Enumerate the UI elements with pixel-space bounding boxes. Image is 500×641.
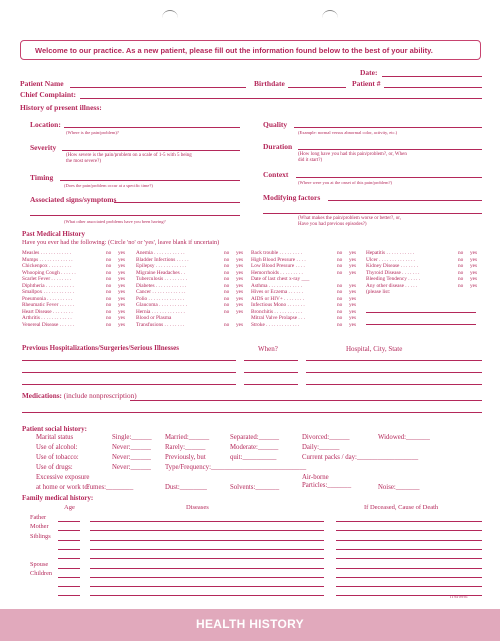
medications-field-2[interactable] [22, 412, 482, 413]
chief-complaint-field[interactable] [80, 98, 482, 99]
no-option[interactable]: no [106, 256, 112, 263]
drugs-never-field[interactable]: ______ [130, 464, 151, 471]
family-history-field[interactable] [336, 530, 482, 531]
pmh-col4-row [366, 289, 480, 296]
welcome-banner: Welcome to our practice. As a new patient, please fill out the information found below to the best of your ability. [20, 40, 481, 60]
birthdate-field[interactable] [288, 87, 346, 88]
quality-label: Quality [263, 120, 288, 129]
no-option[interactable]: no [106, 289, 112, 296]
widowed-label: Widowed: [378, 434, 407, 441]
pmh-col1-condition: Chickenpox . . . . . . . . . [22, 263, 72, 270]
pmh-col2-condition: Glaucoma . . . . . . . . . . . [136, 302, 187, 309]
no-option[interactable]: no [224, 276, 230, 283]
pmh-col1-condition: Venereal Disease . . . . . . [22, 322, 75, 329]
pmh-col3-condition: Asthma . . . . . . . . . . . . . [251, 282, 302, 289]
no-option[interactable]: no [337, 263, 343, 270]
patient-number-label: Patient # [352, 79, 381, 88]
divorced-field[interactable]: ______ [329, 434, 350, 441]
no-option[interactable]: no [337, 256, 343, 263]
timing-label: Timing [30, 173, 54, 182]
yes-option[interactable]: yes [118, 315, 126, 322]
associated-symptoms-field-2[interactable] [30, 215, 240, 216]
pmh-col4-condition: Any other disease . . . . . [366, 282, 418, 289]
yes-option[interactable]: yes [349, 250, 357, 256]
yes-option[interactable]: yes [349, 295, 357, 302]
pmh-col1-condition: Smallpox . . . . . . . . . . . . [22, 289, 75, 296]
pmh-col3-condition: Infectious Mono . . . . . . . [251, 302, 305, 309]
single-field[interactable]: ______ [131, 434, 152, 441]
single-label: Single: [112, 434, 132, 441]
pmh-column-4 [366, 250, 480, 296]
dust-field[interactable]: ________ [179, 484, 207, 491]
yes-option[interactable]: yes [118, 250, 126, 256]
location-label: Location: [30, 120, 61, 129]
yes-option[interactable]: yes [236, 276, 244, 283]
rarely-label: Rarely: [165, 444, 186, 451]
no-option[interactable]: no [337, 308, 343, 315]
pmh-col1-condition: Rheumatic Fever . . . . . . [22, 302, 75, 309]
no-option[interactable]: no [224, 250, 230, 256]
pmh-col4-condition: Kidney Disease . . . . . . . [366, 263, 418, 270]
hospitalization-field[interactable] [306, 384, 482, 385]
family-history-field[interactable] [58, 521, 80, 522]
social-row-label: Use of alcohol: [36, 444, 78, 451]
quality-field[interactable] [294, 127, 482, 128]
yes-option[interactable]: yes [118, 276, 126, 283]
family-diseases-header: Diseases [186, 504, 209, 511]
patient-name-label: Patient Name [20, 79, 64, 88]
family-history-field[interactable] [58, 568, 80, 569]
yes-option[interactable]: yes [118, 282, 126, 289]
family-history-field[interactable] [90, 568, 324, 569]
timing-hint: (Does the pain/problem occur at a specific time?) [64, 183, 153, 188]
yes-option[interactable]: yes [118, 302, 126, 309]
yes-option[interactable]: yes [349, 256, 357, 263]
context-field[interactable] [296, 177, 482, 178]
no-option[interactable]: no [458, 256, 464, 263]
family-history-field[interactable] [58, 530, 80, 531]
pmh-col2-condition: Polio . . . . . . . . . . . . . . [136, 295, 185, 302]
patient-number-field[interactable] [384, 87, 482, 88]
dust-label: Dust: [165, 484, 180, 491]
family-history-field[interactable] [336, 558, 482, 559]
associated-symptoms-field[interactable] [114, 202, 240, 203]
solvents-label: Solvents: [230, 484, 256, 491]
family-history-field[interactable] [58, 586, 80, 587]
yes-option[interactable]: yes [236, 302, 244, 309]
no-option[interactable]: no [106, 315, 112, 322]
rarely-field[interactable]: ______ [185, 444, 206, 451]
pmh-col1-condition: Scarlet Fever . . . . . . . . [22, 276, 72, 283]
family-history-field[interactable] [90, 595, 324, 596]
hospitalization-field[interactable] [244, 384, 298, 385]
pmh-col4-condition: Thyroid Disease . . . . . . . [366, 269, 420, 276]
severity-field[interactable] [62, 150, 240, 151]
pmh-col1-condition: Mumps . . . . . . . . . . . . . [22, 256, 73, 263]
yes-option[interactable]: yes [470, 269, 478, 276]
pmh-col3-condition: Hemorrhoids . . . . . . . . . [251, 269, 303, 276]
pmh-col3-condition: Back trouble . . . . . . . . . [251, 250, 303, 256]
pmh-col1-row [22, 322, 128, 329]
social-row-label: at home or work to: [36, 484, 90, 491]
no-option[interactable]: no [224, 302, 230, 309]
no-option[interactable]: no [337, 289, 343, 296]
hospitalization-field[interactable] [306, 360, 482, 361]
family-history-field[interactable] [90, 540, 324, 541]
family-history-field[interactable] [58, 558, 80, 559]
present-illness-title: History of present illness: [20, 103, 102, 112]
current-packs-field[interactable]: __________________ [356, 454, 419, 461]
pmh-column-3 [251, 250, 359, 329]
separated-field[interactable]: ______ [258, 434, 280, 441]
location-field[interactable] [64, 127, 240, 128]
no-option[interactable]: no [224, 256, 230, 263]
fumes-field[interactable]: ________ [106, 484, 134, 491]
yes-option[interactable]: yes [349, 308, 357, 315]
family-history-field[interactable] [90, 586, 324, 587]
yes-option[interactable]: yes [236, 269, 244, 276]
family-history-field[interactable] [336, 577, 482, 578]
family-history-field[interactable] [58, 549, 80, 550]
yes-option[interactable]: yes [349, 269, 357, 276]
no-option[interactable]: no [337, 302, 343, 309]
divorced-label: Divorced: [302, 434, 330, 441]
modifying-factors-field[interactable] [328, 200, 482, 201]
noise-field[interactable]: _______ [395, 484, 420, 491]
tobacco-never-field[interactable]: ______ [130, 454, 151, 461]
social-title: Patient social history: [22, 425, 87, 433]
duration-field[interactable] [298, 149, 482, 150]
yes-option[interactable]: yes [236, 295, 244, 302]
hospitalization-field[interactable] [22, 372, 236, 373]
yes-option[interactable]: yes [236, 308, 244, 315]
pmh-col2-condition: Anemia . . . . . . . . . . . . [136, 250, 185, 256]
current-packs-label: Current packs / day: [302, 454, 357, 461]
pmh-col3-condition: Date of last chest x-ray ___ [251, 276, 310, 283]
yes-option[interactable]: yes [236, 263, 244, 270]
family-history-field[interactable] [58, 577, 80, 578]
pmh-col2-condition: Migraine Headaches . . [136, 269, 185, 276]
yes-option[interactable]: yes [118, 322, 126, 329]
yes-option[interactable]: yes [236, 256, 244, 263]
no-option[interactable]: no [337, 269, 343, 276]
hospitalizations-where: Hospital, City, State [346, 345, 403, 353]
family-history-field[interactable] [336, 568, 482, 569]
family-member-label: Children [30, 569, 53, 577]
pmh-subtitle: Have you ever had the following: (Circle 'no' or 'yes', leave blank if uncertain) [22, 239, 220, 246]
social-row-labels [36, 433, 90, 493]
no-option[interactable]: no [458, 276, 464, 283]
yes-option[interactable]: yes [349, 302, 357, 309]
pmh-col3-condition: Stroke . . . . . . . . . . . . . [251, 322, 300, 329]
pmh-col2-condition: Bladder Infections . . . . . [136, 256, 189, 263]
pmh-col3-row [251, 322, 359, 329]
no-option[interactable]: no [224, 308, 230, 315]
no-option[interactable]: no [458, 263, 464, 270]
pmh-col3-condition: High Blood Pressure . . . . [251, 256, 306, 263]
punch-hole-left [162, 10, 178, 18]
particles-label: Particles: [302, 482, 328, 489]
yes-option[interactable]: yes [236, 250, 244, 256]
pmh-column-2 [136, 250, 246, 329]
family-member-label: Mother [30, 523, 49, 531]
widowed-field[interactable]: _______ [406, 434, 430, 441]
no-option[interactable]: no [337, 322, 343, 329]
pmh-col1-condition: Pneumonia . . . . . . . . . . [22, 295, 73, 302]
pmh-col2-condition: Epilepsy . . . . . . . . . . . . [136, 263, 187, 270]
no-option [458, 289, 470, 296]
timing-field[interactable] [60, 180, 240, 181]
family-history-field[interactable] [90, 530, 324, 531]
hospitalization-field[interactable] [306, 372, 482, 373]
social-row-label: Excessive exposure [36, 474, 90, 481]
yes-option[interactable]: yes [118, 289, 126, 296]
pmh-col2-row [136, 322, 246, 329]
social-row-label: Use of tobacco: [36, 454, 79, 461]
no-option[interactable]: no [458, 269, 464, 276]
separated-label: Separated: [230, 434, 259, 441]
daily-field[interactable]: ______ [319, 444, 340, 451]
tobacco-never-label: Never: [112, 454, 131, 461]
yes-option[interactable]: yes [349, 289, 357, 296]
punch-hole-right [322, 10, 338, 18]
pmh-column-1 [22, 250, 128, 329]
patient-name-field[interactable] [70, 87, 246, 88]
other-disease-field-2[interactable] [366, 324, 476, 325]
medications-label: Medications: (include nonprescription) [22, 392, 137, 400]
hospitalization-field[interactable] [244, 360, 298, 361]
married-field[interactable]: ______ [188, 434, 210, 441]
yes-option[interactable]: yes [118, 263, 126, 270]
yes-option[interactable]: yes [349, 282, 357, 289]
yes-option[interactable]: yes [118, 269, 126, 276]
other-disease-field[interactable] [366, 312, 476, 313]
pmh-col2-condition: Transfusions . . . . . . . . [136, 322, 185, 329]
pmh-title: Past Medical History [22, 230, 85, 238]
yes-option[interactable]: yes [236, 289, 244, 296]
no-option[interactable]: no [224, 289, 230, 296]
family-history-field[interactable] [336, 586, 482, 587]
modifying-factors-field-2[interactable] [263, 213, 482, 214]
married-label: Married: [165, 434, 189, 441]
family-history-field[interactable] [336, 540, 482, 541]
moderate-field[interactable]: ______ [257, 444, 279, 451]
date-label: Date: [360, 68, 378, 77]
form-code: IT94 09/01 [450, 594, 468, 599]
family-history-field[interactable] [336, 521, 482, 522]
family-member-label: Siblings [30, 532, 51, 540]
family-member-label: Father [30, 514, 47, 521]
pmh-col4-condition: (please list: [366, 289, 391, 296]
pmh-col4-condition: Ulcer . . . . . . . . . . . . . . [366, 256, 415, 263]
family-history-field[interactable] [90, 521, 324, 522]
yes-option[interactable]: yes [470, 276, 478, 283]
yes-option[interactable]: yes [470, 263, 478, 270]
context-label: Context [263, 170, 289, 179]
alcohol-never-label: Never: [112, 444, 131, 451]
no-option[interactable]: no [337, 250, 343, 256]
no-option[interactable]: no [106, 282, 112, 289]
particles-field[interactable]: _______ [327, 482, 352, 489]
hospitalization-field[interactable] [22, 360, 236, 361]
no-option[interactable]: no [106, 269, 112, 276]
yes-option[interactable]: yes [470, 282, 478, 289]
social-col-3 [230, 433, 279, 493]
family-history-field[interactable] [90, 549, 324, 550]
medications-field[interactable] [130, 400, 482, 401]
no-option[interactable]: no [106, 302, 112, 309]
family-history-field[interactable] [90, 558, 324, 559]
pmh-col2-condition: Blood or Plasma [136, 315, 172, 322]
quit-label: quit: [230, 454, 243, 461]
no-option[interactable]: no [106, 250, 112, 256]
pmh-col4-condition: Hepatitis . . . . . . . . . . . [366, 250, 415, 256]
pmh-col1-condition: Whooping Cough . . . . . . [22, 269, 76, 276]
pmh-col3-condition: Mitral Valve Prolapse . . . [251, 315, 306, 322]
pmh-col1-condition: Measles . . . . . . . . . . . . [22, 250, 72, 256]
pmh-col2-condition: Hernia . . . . . . . . . . . . . [136, 308, 185, 315]
associated-symptoms-hint: (What other associated problems have you been having? [64, 219, 166, 224]
severity-label: Severity [30, 143, 57, 152]
yes-option[interactable]: yes [349, 322, 357, 329]
chief-complaint-label: Chief Complaint: [20, 90, 77, 99]
no-option[interactable]: no [106, 263, 112, 270]
fumes-label: Fumes: [86, 484, 107, 491]
yes-option[interactable]: yes [349, 263, 357, 270]
quality-hint: (Example: normal versus abnormal color, activity, etc.) [298, 130, 398, 135]
airborne-label: Air-borne [302, 474, 329, 481]
hospitalization-field[interactable] [244, 372, 298, 373]
yes-option[interactable]: yes [118, 308, 126, 315]
no-option[interactable]: no [106, 276, 112, 283]
modifying-factors-hint: (What makes the pain/problem worse or better?, or, Have you had previous episodes?) [298, 216, 401, 227]
no-option[interactable]: no [106, 308, 112, 315]
no-option[interactable]: no [337, 282, 343, 289]
pmh-col1-condition: Diphtheria . . . . . . . . . . . [22, 282, 74, 289]
duration-label: Duration [263, 142, 293, 151]
pmh-col2-condition: Tuberculosis . . . . . . . . . [136, 276, 188, 283]
pmh-col1-condition: Heart Disease . . . . . . . . [22, 308, 73, 315]
pmh-col3-condition: Hives or Eczema . . . . . . [251, 289, 304, 296]
hospitalizations-title: Previous Hospitalizations/Surgeries/Serious Illnesses [22, 344, 179, 352]
family-history-field[interactable] [58, 540, 80, 541]
no-option[interactable]: no [458, 250, 464, 256]
yes-option[interactable]: yes [236, 322, 244, 329]
previously-label: Previously, but [165, 454, 206, 461]
pmh-col1-condition: Arthritis . . . . . . . . . . . . [22, 315, 72, 322]
hospitalizations-when: When? [258, 345, 278, 353]
location-hint: (Where is the pain/problem)? [66, 130, 119, 135]
noise-label: Noise: [378, 484, 396, 491]
pmh-col2-condition: Diabetes . . . . . . . . . . . . [136, 282, 187, 289]
hospitalization-field[interactable] [22, 384, 236, 385]
yes-option [470, 289, 480, 296]
yes-option[interactable]: yes [349, 315, 357, 322]
severity-hint: (How severe is the pain/problem on a scale of 1-5 with 5 being the most severe?) [66, 153, 192, 164]
moderate-label: Moderate: [230, 444, 258, 451]
associated-symptoms-label: Associated signs/symptoms [30, 195, 117, 204]
no-option[interactable]: no [224, 269, 230, 276]
family-history-field[interactable] [336, 549, 482, 550]
pmh-col4-condition: Bleeding Tendency . . . . . [366, 276, 421, 283]
social-row-label: Marital status [36, 434, 74, 441]
type-frequency-field[interactable]: ____________________________ [210, 464, 307, 471]
social-col-1 [86, 433, 152, 493]
quit-field[interactable]: __________ [242, 454, 277, 461]
social-row-label: Use of drugs: [36, 464, 73, 471]
pmh-col2-condition: Cancer . . . . . . . . . . . . . [136, 289, 186, 296]
social-col-5 [378, 433, 430, 493]
date-field[interactable] [382, 76, 482, 77]
pmh-col3-condition: AIDS or HIV+ . . . . . . . . [251, 295, 305, 302]
daily-label: Daily: [302, 444, 319, 451]
yes-option[interactable]: yes [470, 256, 478, 263]
pmh-col3-condition: Low Blood Pressure . . . . [251, 263, 305, 270]
context-hint: (Where were you at the onset of this pain/problem?) [298, 180, 392, 185]
footer-title: HEALTH HISTORY [196, 617, 304, 631]
drugs-never-label: Never: [112, 464, 131, 471]
modifying-factors-label: Modifying factors [263, 193, 321, 202]
yes-option[interactable]: yes [118, 295, 126, 302]
family-member-label: Spouse [30, 560, 49, 568]
no-option[interactable]: no [458, 282, 464, 289]
no-option[interactable]: no [337, 315, 343, 322]
no-option[interactable]: no [224, 263, 230, 270]
family-title: Family medical history: [22, 494, 94, 502]
family-age-header: Age [64, 504, 75, 511]
yes-option[interactable]: yes [236, 282, 244, 289]
birthdate-label: Birthdate [254, 79, 285, 88]
yes-option[interactable]: yes [470, 250, 478, 256]
alcohol-never-field[interactable]: ______ [130, 444, 151, 451]
duration-hint: (How long have you had this pain/problem?, or, When did it start?) [298, 152, 407, 163]
type-frequency-label: Type/Frequency: [165, 464, 211, 471]
no-option[interactable]: no [224, 322, 230, 329]
no-option[interactable]: no [106, 295, 112, 302]
family-deceased-header: If Deceased, Cause of Death [364, 504, 439, 511]
no-option[interactable]: no [106, 322, 112, 329]
yes-option[interactable]: yes [118, 256, 126, 263]
no-option[interactable]: no [337, 295, 343, 302]
solvents-field[interactable]: _______ [255, 484, 280, 491]
pmh-col3-condition: Bronchitis . . . . . . . . . . . [251, 308, 303, 315]
no-option[interactable]: no [224, 282, 230, 289]
no-option[interactable]: no [224, 295, 230, 302]
family-history-field[interactable] [90, 577, 324, 578]
family-history-field[interactable] [58, 595, 80, 596]
